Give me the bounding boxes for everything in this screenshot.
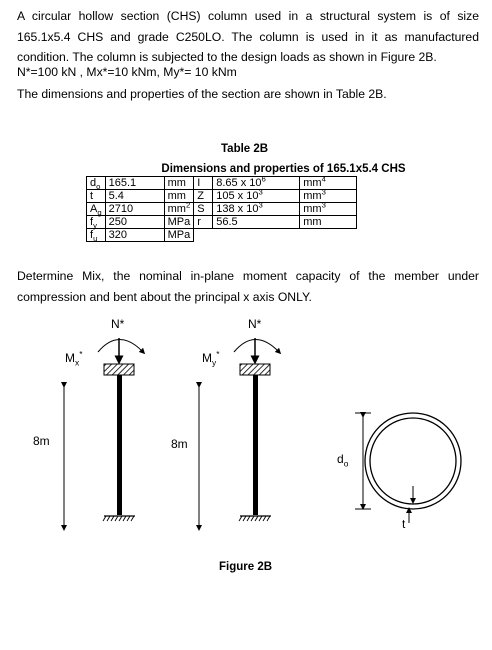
unit-text: MPa bbox=[167, 216, 191, 228]
table-title: Dimensions and properties of 165.1x5.4 CHS bbox=[161, 163, 406, 175]
mx-sub: x bbox=[75, 357, 80, 368]
question-line-1: Determine Mix, the nominal in-plane moment capacity of the member under bbox=[17, 269, 479, 283]
unit-text: mm bbox=[167, 177, 186, 189]
column-shaft-2 bbox=[253, 375, 258, 515]
value-cell: 250 bbox=[105, 216, 164, 229]
unit2-text: mm bbox=[303, 177, 322, 189]
d-sub: o bbox=[343, 458, 349, 469]
length-label-1: 8m bbox=[33, 434, 50, 448]
symbol-sub: y bbox=[93, 221, 97, 231]
symbol2-cell: I bbox=[194, 177, 213, 190]
base-hatch-1 bbox=[103, 516, 134, 521]
n-label-2: N* bbox=[248, 317, 262, 331]
base-hatch-2 bbox=[239, 516, 270, 521]
intro-line-3: condition. The column is subjected to the design loads as shown in Figure 2B. bbox=[17, 50, 437, 64]
chs-cross-section bbox=[355, 413, 461, 523]
unit2-text: mm bbox=[303, 190, 322, 202]
unit2-text: mm bbox=[303, 216, 322, 228]
table-caption: Table 2B bbox=[221, 143, 269, 155]
symbol2-cell: r bbox=[194, 216, 213, 229]
column-shaft-1 bbox=[117, 375, 122, 515]
column-2 bbox=[199, 338, 279, 528]
symbol-text: A bbox=[90, 203, 98, 215]
moment-arc-1 bbox=[98, 340, 143, 353]
intro-line-1: A circular hollow section (CHS) column used in a structural system is of size bbox=[17, 9, 479, 23]
my-letter: M bbox=[202, 351, 212, 365]
value-cell: 5.4 bbox=[105, 190, 164, 203]
unit2-text: mm bbox=[303, 203, 322, 215]
unit-text: mm bbox=[167, 190, 186, 202]
symbol-text: d bbox=[90, 177, 97, 189]
thickness-label: t bbox=[402, 517, 406, 531]
value2-text: 138 x 10 bbox=[216, 203, 259, 215]
my-label bbox=[202, 349, 220, 368]
symbol-text: f bbox=[90, 229, 94, 241]
symbol-text: t bbox=[90, 190, 94, 202]
my-sub: y bbox=[212, 357, 217, 368]
unit-exp: 2 bbox=[185, 200, 191, 210]
moment-arc-2 bbox=[234, 340, 279, 353]
value2-text: 8.65 x 10 bbox=[216, 177, 262, 189]
symbol-text: f bbox=[90, 216, 94, 228]
symbol-sub: g bbox=[97, 208, 102, 218]
unit2-exp: 4 bbox=[321, 174, 326, 184]
intro-line-2: 165.1x5.4 CHS and grade C250LO. The column is used in it as manufactured bbox=[17, 29, 479, 44]
loads-line: N*=100 kN , Mx*=10 kNm, My*= 10 kNm bbox=[17, 65, 237, 79]
unit-text: mm bbox=[167, 203, 186, 215]
mx-star: * bbox=[79, 349, 83, 359]
symbol-sub: o bbox=[96, 182, 101, 192]
value-cell: 320 bbox=[105, 229, 164, 242]
my-star: * bbox=[216, 349, 220, 359]
n-label-1: N* bbox=[111, 317, 125, 331]
diameter-label bbox=[337, 452, 349, 469]
value2-exp: 3 bbox=[258, 187, 263, 197]
value2-text: 105 x 10 bbox=[216, 190, 259, 202]
unit2-exp: 3 bbox=[321, 187, 326, 197]
question-line-2: compression and bent about the principal x axis ONLY. bbox=[17, 289, 312, 304]
value2-exp: 3 bbox=[258, 200, 263, 210]
length-label-2: 8m bbox=[171, 437, 188, 451]
value2-exp: 6 bbox=[261, 174, 266, 184]
cap-plate-1 bbox=[104, 364, 134, 375]
symbol2-cell: S bbox=[194, 203, 213, 216]
figure-caption: Figure 2B bbox=[219, 561, 273, 573]
mx-label bbox=[65, 349, 83, 368]
cap-plate-2 bbox=[240, 364, 270, 375]
value2-text: 56.5 bbox=[216, 216, 238, 228]
unit-text: MPa bbox=[167, 229, 191, 241]
unit2-exp: 3 bbox=[321, 200, 326, 210]
d-letter: d bbox=[337, 452, 344, 466]
symbol-sub: u bbox=[93, 234, 98, 244]
value-cell: 2710 bbox=[105, 203, 164, 216]
mx-letter: M bbox=[65, 351, 75, 365]
value-cell: 165.1 bbox=[105, 177, 164, 190]
dims-line: The dimensions and properties of the section are shown in Table 2B. bbox=[17, 87, 387, 101]
symbol2-cell: Z bbox=[194, 190, 213, 203]
